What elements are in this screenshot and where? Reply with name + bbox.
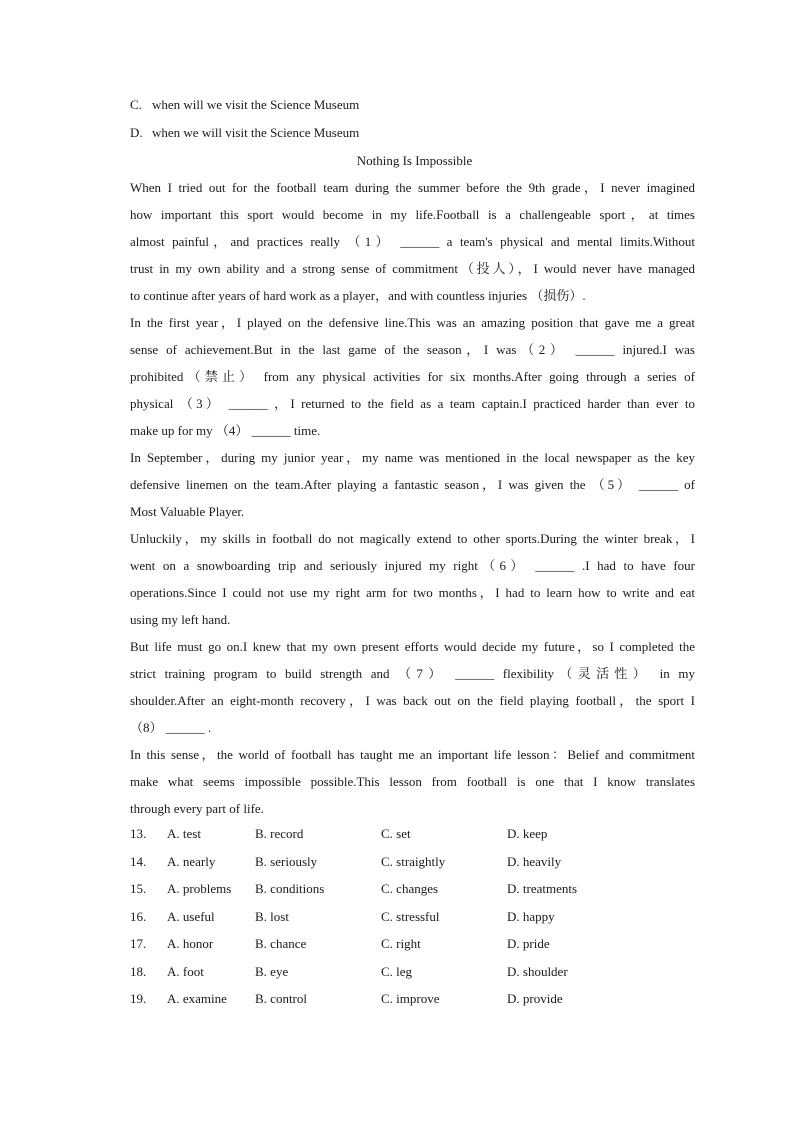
paragraph-1 [130,174,695,309]
choice-c: C. leg [381,963,413,979]
question-number: 18. [130,963,147,979]
choice-d: D. heavily [507,853,562,869]
choice-d: D. provide [507,991,563,1006]
question-number: 15. [130,881,147,896]
text-line: through every part of life. [130,801,264,816]
option-letter: C. [130,97,142,112]
paragraph-3 [130,444,695,525]
choice-c: C. right [381,936,421,951]
previous-question-options [130,94,695,150]
text-line: shoulder.After an eight-month recovery，I was back out on the field playing football，the sport I [130,693,695,708]
choice-d: D. keep [507,826,548,841]
text-line: （8） ______ . [130,720,212,735]
text-line: strict training program to build strength and （7） ______ flexibility（灵活性） in my [130,666,695,681]
choice-b: B. control [255,991,307,1006]
choice-c: C. stressful [381,908,440,924]
choice-c: C. improve [381,991,440,1006]
paragraph-6 [130,741,695,822]
choice-c: C. changes [381,881,439,896]
text-line: In this sense，the world of football has taught me an important life lesson：Belief and commitment [130,747,695,762]
text-line: Unluckily，my skills in football do not magically extend to other sports.During the winter break，I [130,531,695,546]
question-row [130,906,695,934]
option-text: when will we visit the Science Museum [152,97,360,112]
text-line: make up for my （4） ______ time. [130,423,321,438]
question-list [130,823,695,1016]
paragraph-5 [130,633,695,741]
passage-body [130,174,695,822]
choice-a: A. nearly [167,853,216,869]
choice-a: A. useful [167,908,215,924]
choice-d: D. pride [507,936,550,951]
text-line: to continue after years of hard work as a player，and with countless injuries （损伤）. [130,288,586,303]
text-line: Most Valuable Player. [130,504,245,519]
text-line: trust in my own ability and a strong sense of commitment（投人），I would never have managed [130,261,695,276]
question-row [130,933,695,961]
question-number: 14. [130,853,147,869]
question-row [130,988,695,1016]
paragraph-4 [130,525,695,633]
choice-b: B. seriously [255,853,318,869]
option-d [130,122,695,150]
text-line: physical （3） ______ ，I returned to the field as a team captain.I practiced harder than ever to [130,396,695,411]
text-line: In the first year，I played on the defensive line.This was an amazing position that gave me a great [130,315,695,330]
choice-a: A. foot [167,963,204,979]
choice-b: B. lost [255,908,289,924]
question-row [130,961,695,989]
choice-b: B. eye [255,963,289,979]
text-line: defensive linemen on the team.After playing a fantastic season，I was given the （5） ______ of [130,477,695,492]
text-line: using my left hand. [130,612,231,627]
question-row [130,851,695,879]
choice-a: A. honor [167,936,214,951]
question-row [130,823,695,851]
text-line: When I tried out for the football team during the summer before the 9th grade，I never imagined [130,180,695,195]
option-letter: D. [130,125,143,140]
text-line: But life must go on.I knew that my own present efforts would decide my future，so I completed the [130,639,695,654]
text-line: prohibited（禁止） from any physical activities for six months.After going through a series of [130,369,695,384]
text-line: how important this sport would become in my life.Football is a challengeable sport，at times [130,207,695,222]
choice-c: C. set [381,826,411,841]
question-number: 17. [130,936,147,951]
choice-c: C. straightly [381,853,446,869]
question-number: 19. [130,991,147,1006]
text-line: make what seems impossible possible.This lesson from football is one that I know translates [130,774,695,789]
option-text: when we will visit the Science Museum [152,125,360,140]
text-line: operations.Since I could not use my right arm for two months，I had to learn how to write and eat [130,585,695,600]
question-number: 16. [130,908,147,924]
text-line: In September，during my junior year，my name was mentioned in the local newspaper as the key [130,450,695,465]
choice-d: D. treatments [507,881,578,896]
paragraph-2 [130,309,695,444]
choice-b: B. chance [255,936,307,951]
choice-a: A. test [167,826,201,841]
choice-b: B. conditions [255,881,325,896]
choice-a: A. examine [167,991,227,1006]
choice-d: D. shoulder [507,963,568,979]
exam-page [130,94,695,1016]
choice-d: D. happy [507,908,555,924]
text-line: sense of achievement.But in the last game of the season，I was（2） ______ injured.I was [130,342,695,357]
passage-title: Nothing Is Impossible [356,153,473,168]
option-c [130,94,695,122]
choice-b: B. record [255,826,304,841]
question-number: 13. [130,826,147,841]
text-line: almost painful，and practices really （1） ______ a team's physical and mental limits.Without [130,234,695,249]
question-row [130,878,695,906]
choice-a: A. problems [167,881,232,896]
text-line: went on a snowboarding trip and seriously injured my right（6） ______ .I had to have four [130,558,695,573]
